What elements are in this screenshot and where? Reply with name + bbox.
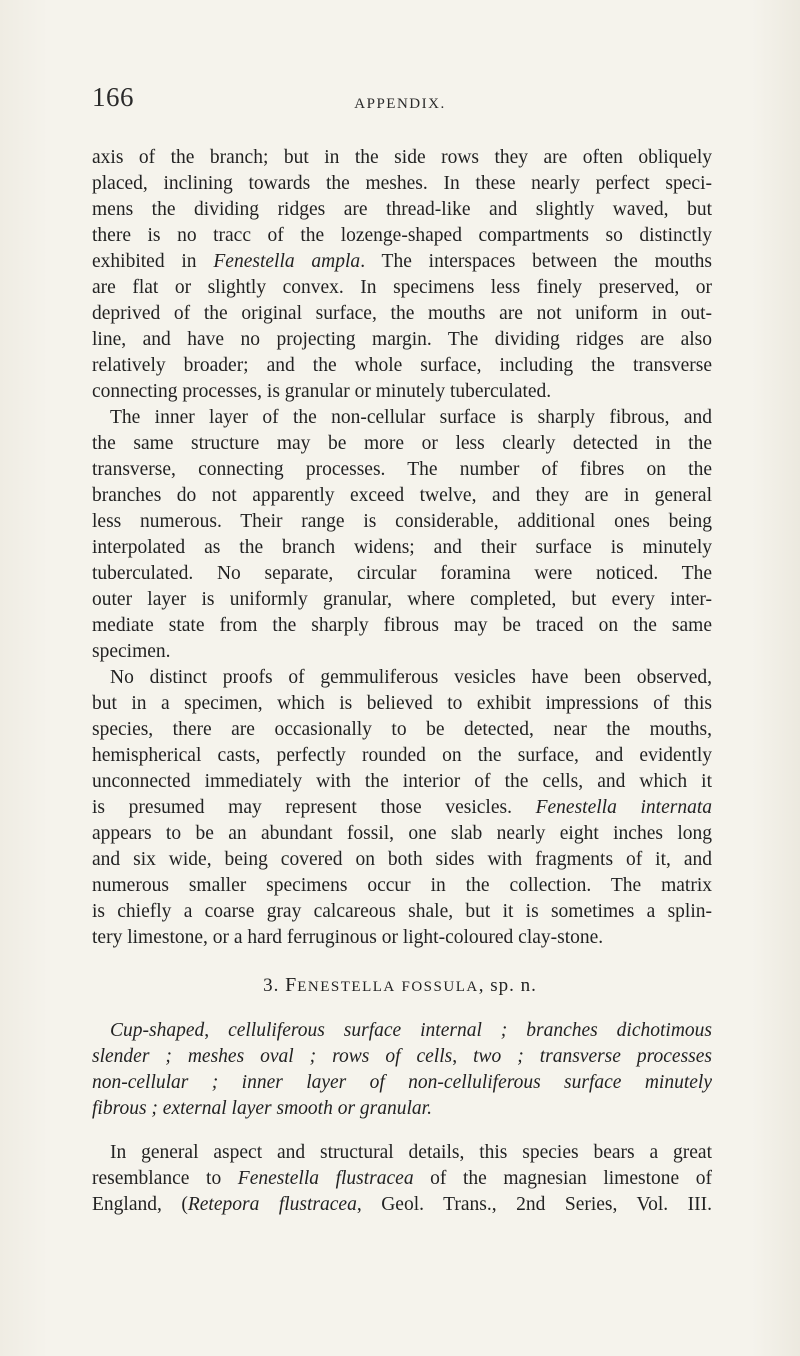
diagnosis-line: non-cellular ; inner layer of non-celluliferous surface minutely	[92, 1072, 712, 1093]
text-line: interpolated as the branch widens; and their surface is minutely	[92, 537, 712, 558]
text-line: mens the dividing ridges are thread-like and slightly waved, but	[92, 199, 712, 220]
diagnosis-line: Cup-shaped, celluliferous surface internal ; branches dichotimous	[110, 1020, 712, 1041]
text-line: England, (Retepora flustracea, Geol. Trans., 2nd Series, Vol. III.	[92, 1194, 712, 1215]
text-line: resemblance to Fenestella flustracea of the magnesian limestone of	[92, 1168, 712, 1189]
text-line: exhibited in Fenestella ampla. The interspaces between the mouths	[92, 251, 712, 272]
text-line: hemispherical casts, perfectly rounded on the surface, and evidently	[92, 745, 712, 766]
text-line: and six wide, being covered on both sides with fragments of it, and	[92, 849, 712, 870]
species-name: Fenestella internata	[535, 797, 712, 818]
species-name: Fenestella ampla	[213, 251, 361, 272]
text-line: tery limestone, or a hard ferruginous or light-coloured clay-stone.	[92, 927, 604, 948]
text-line: there is no tracc of the lozenge-shaped compartments so distinctly	[92, 225, 712, 246]
text-line: transverse, connecting processes. The number of fibres on the	[92, 459, 712, 480]
text-line: specimen.	[92, 641, 171, 662]
diagnosis-line: slender ; meshes oval ; rows of cells, two ; transverse processes	[92, 1046, 712, 1067]
text-line: placed, inclining towards the meshes. In these nearly perfect speci-	[92, 173, 712, 194]
text-line: unconnected immediately with the interior of the cells, and which it	[92, 771, 712, 792]
text-line: the same structure may be more or less clearly detected in the	[92, 433, 712, 454]
diagnosis-line: fibrous ; external layer smooth or granular.	[92, 1098, 432, 1119]
text-line: numerous smaller specimens occur in the collection. The matrix	[92, 875, 712, 896]
text-line: species, there are occasionally to be detected, near the mouths,	[92, 719, 712, 740]
text-line: No distinct proofs of gemmuliferous vesicles have been observed,	[110, 667, 712, 688]
text-line: is chiefly a coarse gray calcareous shale, but it is sometimes a splin-	[92, 901, 712, 922]
text-line: tuberculated. No separate, circular foramina were noticed. The	[92, 563, 712, 584]
text-line: axis of the branch; but in the side rows they are often obliquely	[92, 147, 712, 168]
text-line: is presumed may represent those vesicles. Fenestella internata	[92, 797, 712, 818]
text-line: but in a specimen, which is believed to exhibit impressions of this	[92, 693, 712, 714]
text-line: are flat or slightly convex. In specimens less finely preserved, or	[92, 277, 712, 298]
text-line: outer layer is uniformly granular, where completed, but every inter-	[92, 589, 712, 610]
text-line: relatively broader; and the whole surface, including the transverse	[92, 355, 712, 376]
text-line: In general aspect and structural details, this species bears a great	[110, 1142, 712, 1163]
species-name: Retepora flustracea	[187, 1194, 357, 1215]
text-line: connecting processes, is granular or minutely tuberculated.	[92, 381, 552, 402]
text-line: deprived of the original surface, the mouths are not uniform in out-	[92, 303, 712, 324]
text-line: line, and have no projecting margin. The dividing ridges are also	[92, 329, 712, 350]
text-line: branches do not apparently exceed twelve, and they are in general	[92, 485, 712, 506]
page-number: 166	[92, 82, 134, 112]
text-line: appears to be an abundant fossil, one slab nearly eight inches long	[92, 823, 712, 844]
text-line: The inner layer of the non-cellular surface is sharply fibrous, and	[110, 407, 712, 428]
species-name: Fenestella flustracea	[237, 1168, 414, 1189]
text-line: mediate state from the sharply fibrous may be traced on the same	[92, 615, 712, 636]
running-head: APPENDIX.	[354, 96, 446, 112]
section-heading: 3. FENESTELLA FOSSULA, sp. n.	[263, 974, 537, 996]
text-line: less numerous. Their range is considerable, additional ones being	[92, 511, 712, 532]
